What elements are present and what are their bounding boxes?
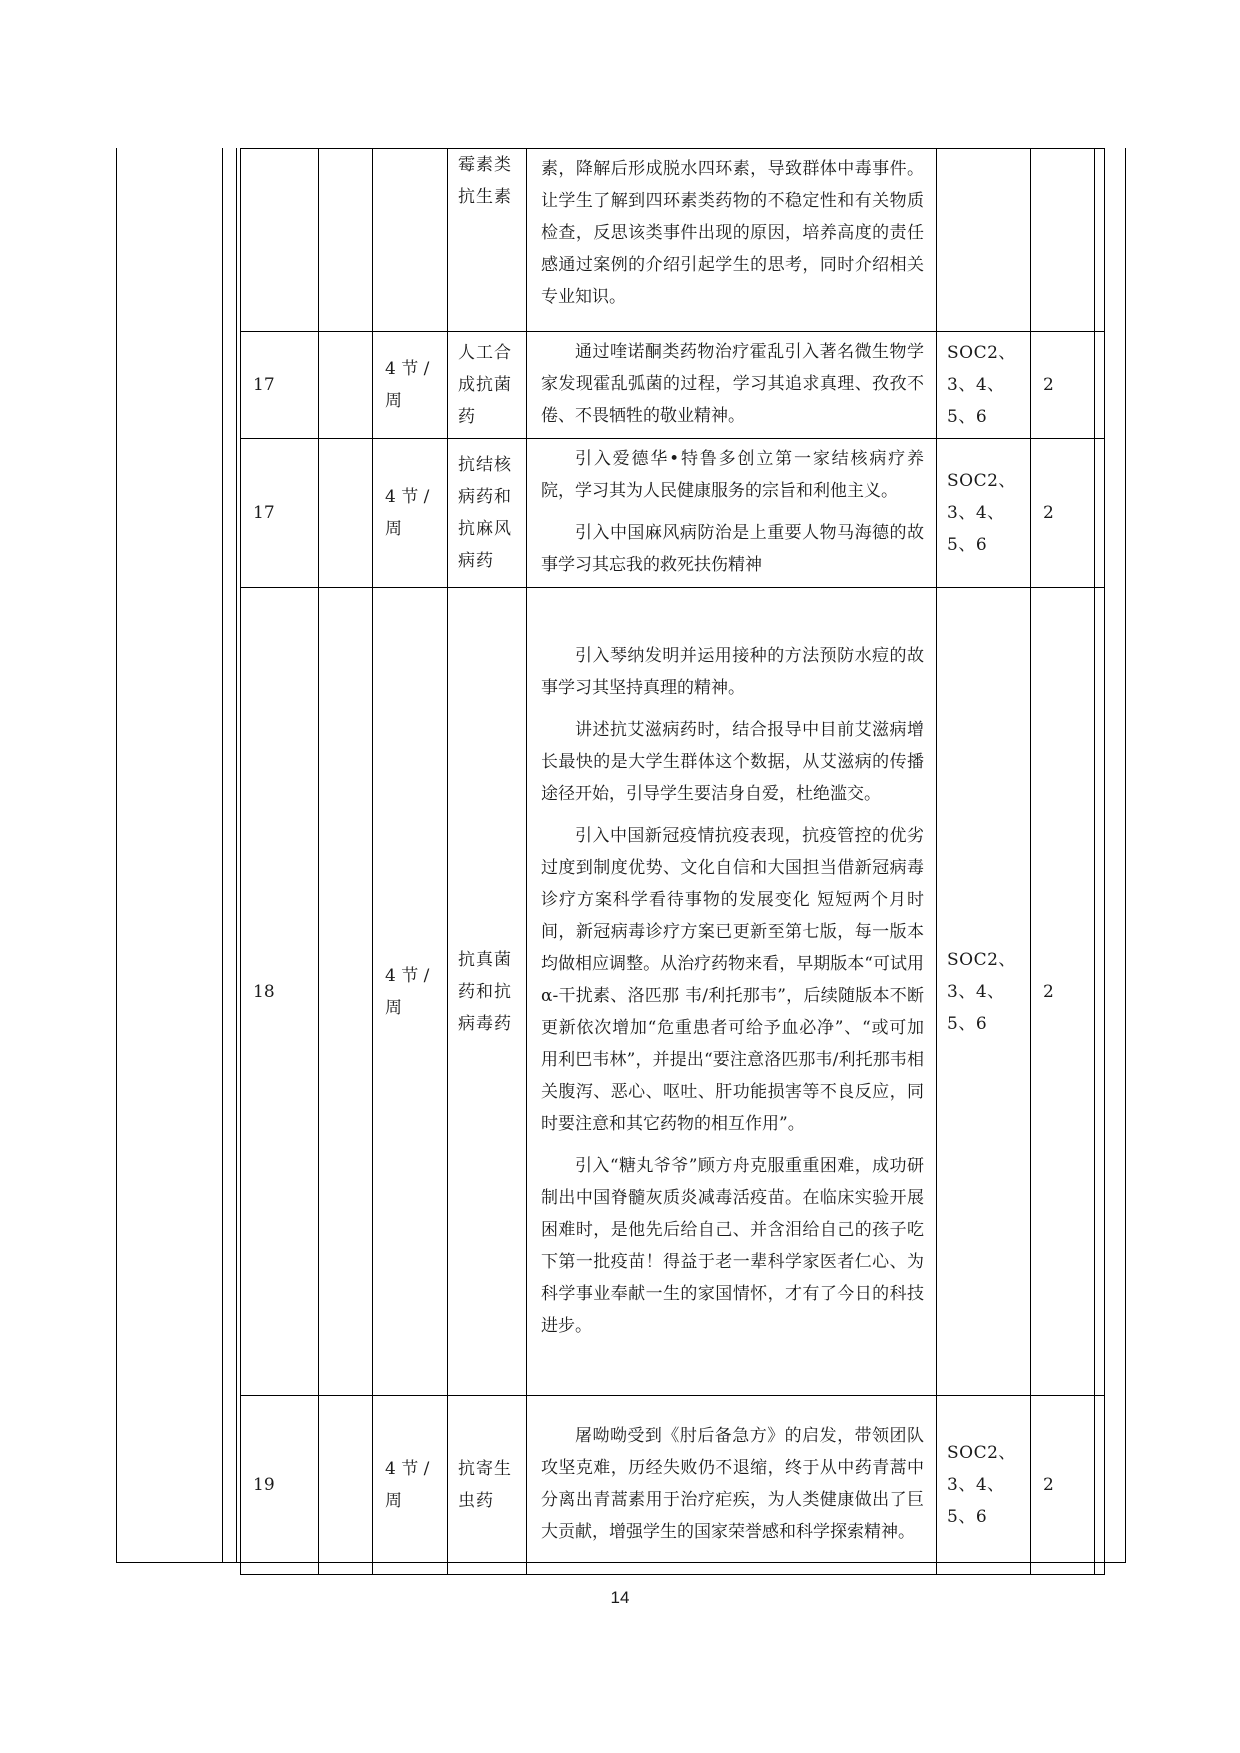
week-cell: 19	[241, 1396, 319, 1575]
soc-cell: SOC2、3、4、5、6	[937, 332, 1031, 439]
table-row	[241, 439, 1105, 588]
content-paragraph: 通过喹诺酮类药物治疗霍乱引入著名微生物学家发现霍乱弧菌的过程，学习其追求真理、孜孜不倦、不畏牺牲的敬业精神。	[541, 342, 924, 426]
hours-cell: 4 节 / 周	[373, 588, 448, 1396]
blank-cell	[319, 332, 373, 439]
blank-cell	[319, 149, 373, 332]
edge-cell	[1095, 149, 1105, 332]
table-row	[241, 588, 1105, 1396]
soc-cell: SOC2、3、4、5、6	[937, 588, 1031, 1396]
left-column-divider	[222, 148, 223, 1562]
credit-cell: 2	[1031, 1396, 1095, 1575]
week-cell: 17	[241, 332, 319, 439]
content-paragraph: 讲述抗艾滋病药时，结合报导中目前艾滋病增长最快的是大学生群体这个数据，从艾滋病的传播途径开始，引导学生要洁身自爱，杜绝滥交。	[541, 719, 924, 804]
topic-cell: 人工合成抗菌药	[448, 332, 527, 439]
edge-cell	[1095, 439, 1105, 588]
table-row	[241, 332, 1105, 439]
hours-cell: 4 节 / 周	[373, 1396, 448, 1575]
credit-cell	[1031, 149, 1095, 332]
hours-cell	[373, 149, 448, 332]
left-column-divider-inner	[236, 148, 237, 1562]
soc-cell: SOC2、3、4、5、6	[937, 439, 1031, 588]
blank-cell	[319, 588, 373, 1396]
content-cell	[527, 588, 937, 1396]
content-cell	[527, 439, 937, 588]
credit-cell: 2	[1031, 332, 1095, 439]
blank-cell	[319, 1396, 373, 1575]
credit-cell: 2	[1031, 588, 1095, 1396]
content-paragraph: 引入中国新冠疫情抗疫表现，抗疫管控的优劣过度到制度优势、文化自信和大国担当借新冠病毒诊疗方案科学看待事物的发展变化 短短两个月时间，新冠病毒诊疗方案已更新至第七版，每一版本均做相应调整。从治疗药物来看，早期版本“可试用 α-干扰素、洛匹那 韦/利托那韦”，后续随版本不断更新依次增加“危重患者可给予血必净”、“或可加用利巴韦林”，并提出“要注意洛匹那韦/利托那韦相关腹泻、恶心、呕吐、肝功能损害等不良反应，同时要注意和其它药物的相互作用”。	[541, 825, 924, 1134]
topic-cell: 抗真菌药和抗病毒药	[448, 588, 527, 1396]
soc-cell: SOC2、3、4、5、6	[937, 1396, 1031, 1575]
edge-cell	[1095, 588, 1105, 1396]
hours-cell: 4 节 / 周	[373, 439, 448, 588]
page-number: 14	[610, 1588, 630, 1607]
table-row	[241, 149, 1105, 332]
topic-cell: 抗结核病药和抗麻风病药	[448, 439, 527, 588]
content-cell	[527, 1396, 937, 1575]
content-paragraph: 引入爱德华•特鲁多创立第一家结核病疗养院，学习其为人民健康服务的宗旨和利他主义。	[541, 449, 924, 501]
week-cell: 17	[241, 439, 319, 588]
content-cell	[527, 149, 937, 332]
blank-cell	[319, 439, 373, 588]
content-paragraph: 屠呦呦受到《肘后备急方》的启发，带领团队攻坚克难，历经失败仍不退缩，终于从中药青蒿中分离出青蒿素用于治疗疟疾，为人类健康做出了巨大贡献，增强学生的国家荣誉感和科学探索精神。	[541, 1426, 924, 1542]
credit-cell: 2	[1031, 439, 1095, 588]
content-cell	[527, 332, 937, 439]
content-paragraph: 引入琴纳发明并运用接种的方法预防水痘的故事学习其坚持真理的精神。	[541, 645, 924, 698]
edge-cell	[1095, 1396, 1105, 1575]
week-cell	[241, 149, 319, 332]
topic-cell: 抗寄生虫药	[448, 1396, 527, 1575]
week-cell: 18	[241, 588, 319, 1396]
table-row	[241, 1396, 1105, 1575]
edge-cell	[1095, 332, 1105, 439]
course-schedule-table	[240, 148, 1105, 1575]
soc-cell	[937, 149, 1031, 332]
topic-cell: 霉素类抗生素	[448, 149, 527, 332]
content-paragraph: 引入中国麻风病防治是上重要人物马海德的故事学习其忘我的救死扶伤精神	[541, 523, 924, 575]
content-paragraph: 引入“糖丸爷爷”顾方舟克服重重困难，成功研制出中国脊髓灰质炎减毒活疫苗。在临床实验开展困难时，是他先后给自己、并含泪给自己的孩子吃下第一批疫苗！得益于老一辈科学家医者仁心、为科学事业奉献一生的家国情怀，才有了今日的科技进步。	[541, 1155, 924, 1336]
hours-cell: 4 节 / 周	[373, 332, 448, 439]
content-paragraph: 素，降解后形成脱水四环素，导致群体中毒事件。让学生了解到四环素类药物的不稳定性和有关物质检查，反思该类事件出现的原因，培养高度的责任感通过案例的介绍引起学生的思考，同时介绍相关专业知识。	[541, 159, 924, 307]
